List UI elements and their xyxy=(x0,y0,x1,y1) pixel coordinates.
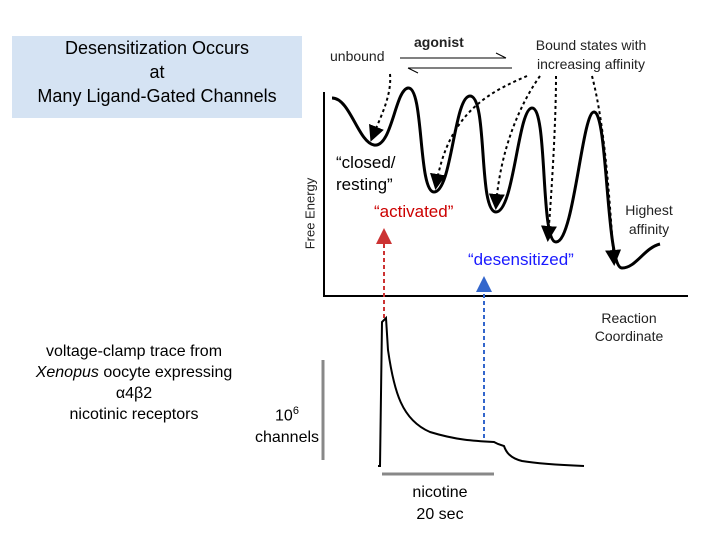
title-line-1: Desensitization Occurs xyxy=(64,38,250,58)
closed-line-1: “closed/ xyxy=(336,153,396,172)
bound-states-line-1: Bound states with xyxy=(535,37,647,53)
unbound-label: unbound xyxy=(330,48,385,64)
activated-label: “activated” xyxy=(374,202,454,221)
x-axis-line-2: Coordinate xyxy=(594,328,664,344)
caption-line-2-rest: oocyte expressing xyxy=(98,364,233,381)
unbound-arrow xyxy=(372,74,390,138)
desensitized-label: “desensitized” xyxy=(468,250,574,269)
highest-line-1: Highest xyxy=(625,202,673,218)
caption-species: Xenopus xyxy=(35,364,99,381)
y-axis-label: Free Energy xyxy=(302,177,318,250)
caption-line-2 xyxy=(14,362,254,383)
agonist-label: agonist xyxy=(414,34,464,50)
scale-base: 10 xyxy=(275,407,293,425)
caption-line-3: α4β2 xyxy=(115,385,153,402)
closed-resting-label xyxy=(336,152,396,196)
stimulus-label xyxy=(400,482,480,526)
stimulus-line-2: 20 sec xyxy=(416,506,464,523)
scale-label xyxy=(246,400,328,449)
caption-line-1: voltage-clamp trace from xyxy=(45,343,223,360)
current-trace xyxy=(378,318,584,466)
bound-states-line-2: increasing affinity xyxy=(537,56,645,72)
scale-unit: channels xyxy=(254,429,320,447)
title-line-2: at xyxy=(149,62,165,82)
caption-line-4: nicotinic receptors xyxy=(69,406,199,423)
scale-exponent: 6 xyxy=(292,405,299,417)
highest-affinity-label xyxy=(614,201,684,239)
forward-arrow-head xyxy=(496,53,506,58)
closed-line-2: resting” xyxy=(336,175,393,194)
x-axis-label xyxy=(584,309,674,345)
trace-caption xyxy=(14,341,254,425)
scale-value xyxy=(246,400,328,427)
x-axis-line-1: Reaction xyxy=(601,310,657,326)
stimulus-line-1: nicotine xyxy=(412,484,468,501)
title-line-3: Many Ligand-Gated Channels xyxy=(37,86,277,106)
highest-line-2: affinity xyxy=(628,221,670,237)
reverse-arrow-head xyxy=(408,68,418,73)
bound-states-label xyxy=(522,36,660,74)
